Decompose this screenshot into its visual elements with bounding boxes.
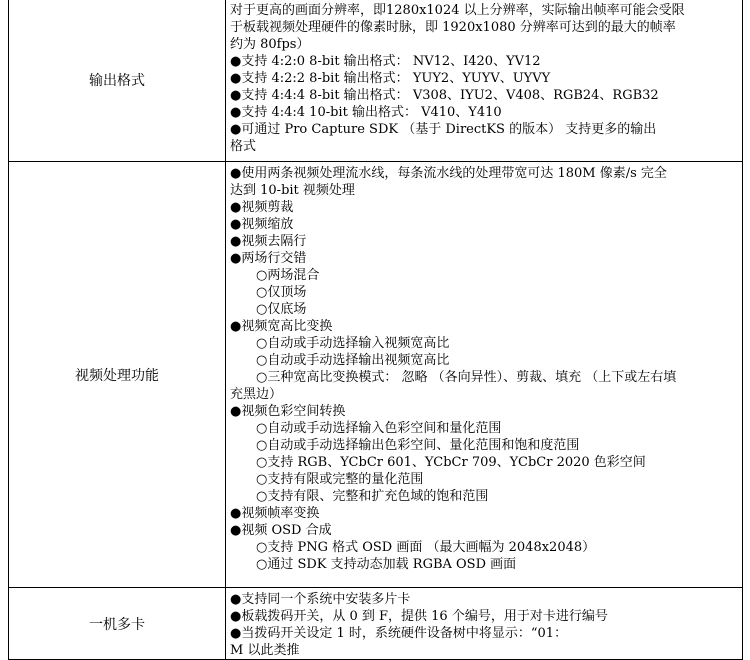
list-item: ●支持 4:2:0 8-bit 输出格式： NV12、I420、YV12 [230, 54, 541, 69]
table-row [9, 162, 743, 588]
list-item: ●支持 4:4:4 10-bit 输出格式： V410、Y410 [230, 105, 502, 120]
spec-table [8, 0, 743, 660]
sub-list-item: ○支持有限或完整的量化范围 [256, 472, 424, 487]
list-item: M 以此类推 [230, 643, 300, 658]
row-content [226, 162, 743, 588]
list-item: 对于更高的画面分辨率，即1280x1024 以上分辨率，实际输出帧率可能会受限 [230, 3, 685, 18]
sub-list-item: ○支持 PNG 格式 OSD 画面 （最大画幅为 2048x2048） [256, 540, 596, 555]
sub-list-item: ○通过 SDK 支持动态加载 RGBA OSD 画面 [256, 557, 517, 572]
list-item: ●视频去隔行 [230, 234, 307, 249]
list-item: ●使用两条视频处理流水线，每条流水线的处理带宽可达 180M 像素/s 完全 [230, 166, 667, 181]
list-item: ●两场行交错 [230, 251, 307, 266]
sub-list-item: ○自动或手动选择输出视频宽高比 [256, 353, 450, 368]
list-item: ●视频色彩空间转换 [230, 404, 346, 419]
list-item: 达到 10-bit 视频处理 [230, 183, 355, 198]
row-content [226, 588, 743, 660]
list-item: ●可通过 Pro Capture SDK （基于 DirectKS 的版本） 支持更多的输出 [230, 122, 657, 137]
list-item: 于板载视频处理硬件的像素时脉，即 1920x1080 分辨率可达到的最大的帧率 [230, 20, 676, 35]
row-label: 输出格式 [9, 0, 226, 162]
sub-list-item: ○仅底场 [256, 302, 307, 317]
list-item: 约为 80fps） [230, 37, 310, 52]
sub-list-item: ○自动或手动选择输出色彩空间、量化范围和饱和度范围 [256, 438, 580, 453]
list-item: 格式 [230, 139, 257, 154]
list-item: ●板载拨码开关，从 0 到 F，提供 16 个编号，用于对卡进行编号 [230, 609, 608, 624]
list-item: ●支持同一个系统中安装多片卡 [230, 592, 411, 607]
list-item: ●视频宽高比变换 [230, 319, 333, 334]
sub-list-item: ○支持有限、完整和扩充色域的饱和范围 [256, 489, 489, 504]
sub-list-item: ○自动或手动选择输入色彩空间和量化范围 [256, 421, 502, 436]
table-row [9, 0, 743, 162]
sub-list-item: ○三种宽高比变换模式： 忽略 （各向异性）、剪裁、填充 （上下或左右填 [256, 370, 677, 385]
sub-list-item: ○自动或手动选择输入视频宽高比 [256, 336, 450, 351]
sub-list-item: ○两场混合 [256, 268, 320, 283]
sub-list-item: ○支持 RGB、YCbCr 601、YCbCr 709、YCbCr 2020 色彩空间 [256, 455, 646, 470]
list-item: ●视频缩放 [230, 217, 294, 232]
list-item: ●视频帧率变换 [230, 506, 320, 521]
list-item: ●支持 4:2:2 8-bit 输出格式： YUY2、YUYV、UYVY [230, 71, 551, 86]
row-label: 视频处理功能 [9, 162, 226, 588]
sub-list-item: ○仅顶场 [256, 285, 307, 300]
list-item: ●支持 4:4:4 8-bit 输出格式： V308、IYU2、V408、RGB24、RGB32 [230, 88, 659, 103]
list-item: ●视频 OSD 合成 [230, 523, 332, 538]
row-label: 一机多卡 [9, 588, 226, 660]
list-item: ●当拨码开关设定 1 时，系统硬件设备树中将显示：“01： [230, 626, 568, 641]
row-content [226, 0, 743, 162]
table-row [9, 588, 743, 660]
list-item: ●视频剪裁 [230, 200, 294, 215]
list-item: 充黑边） [230, 387, 283, 402]
